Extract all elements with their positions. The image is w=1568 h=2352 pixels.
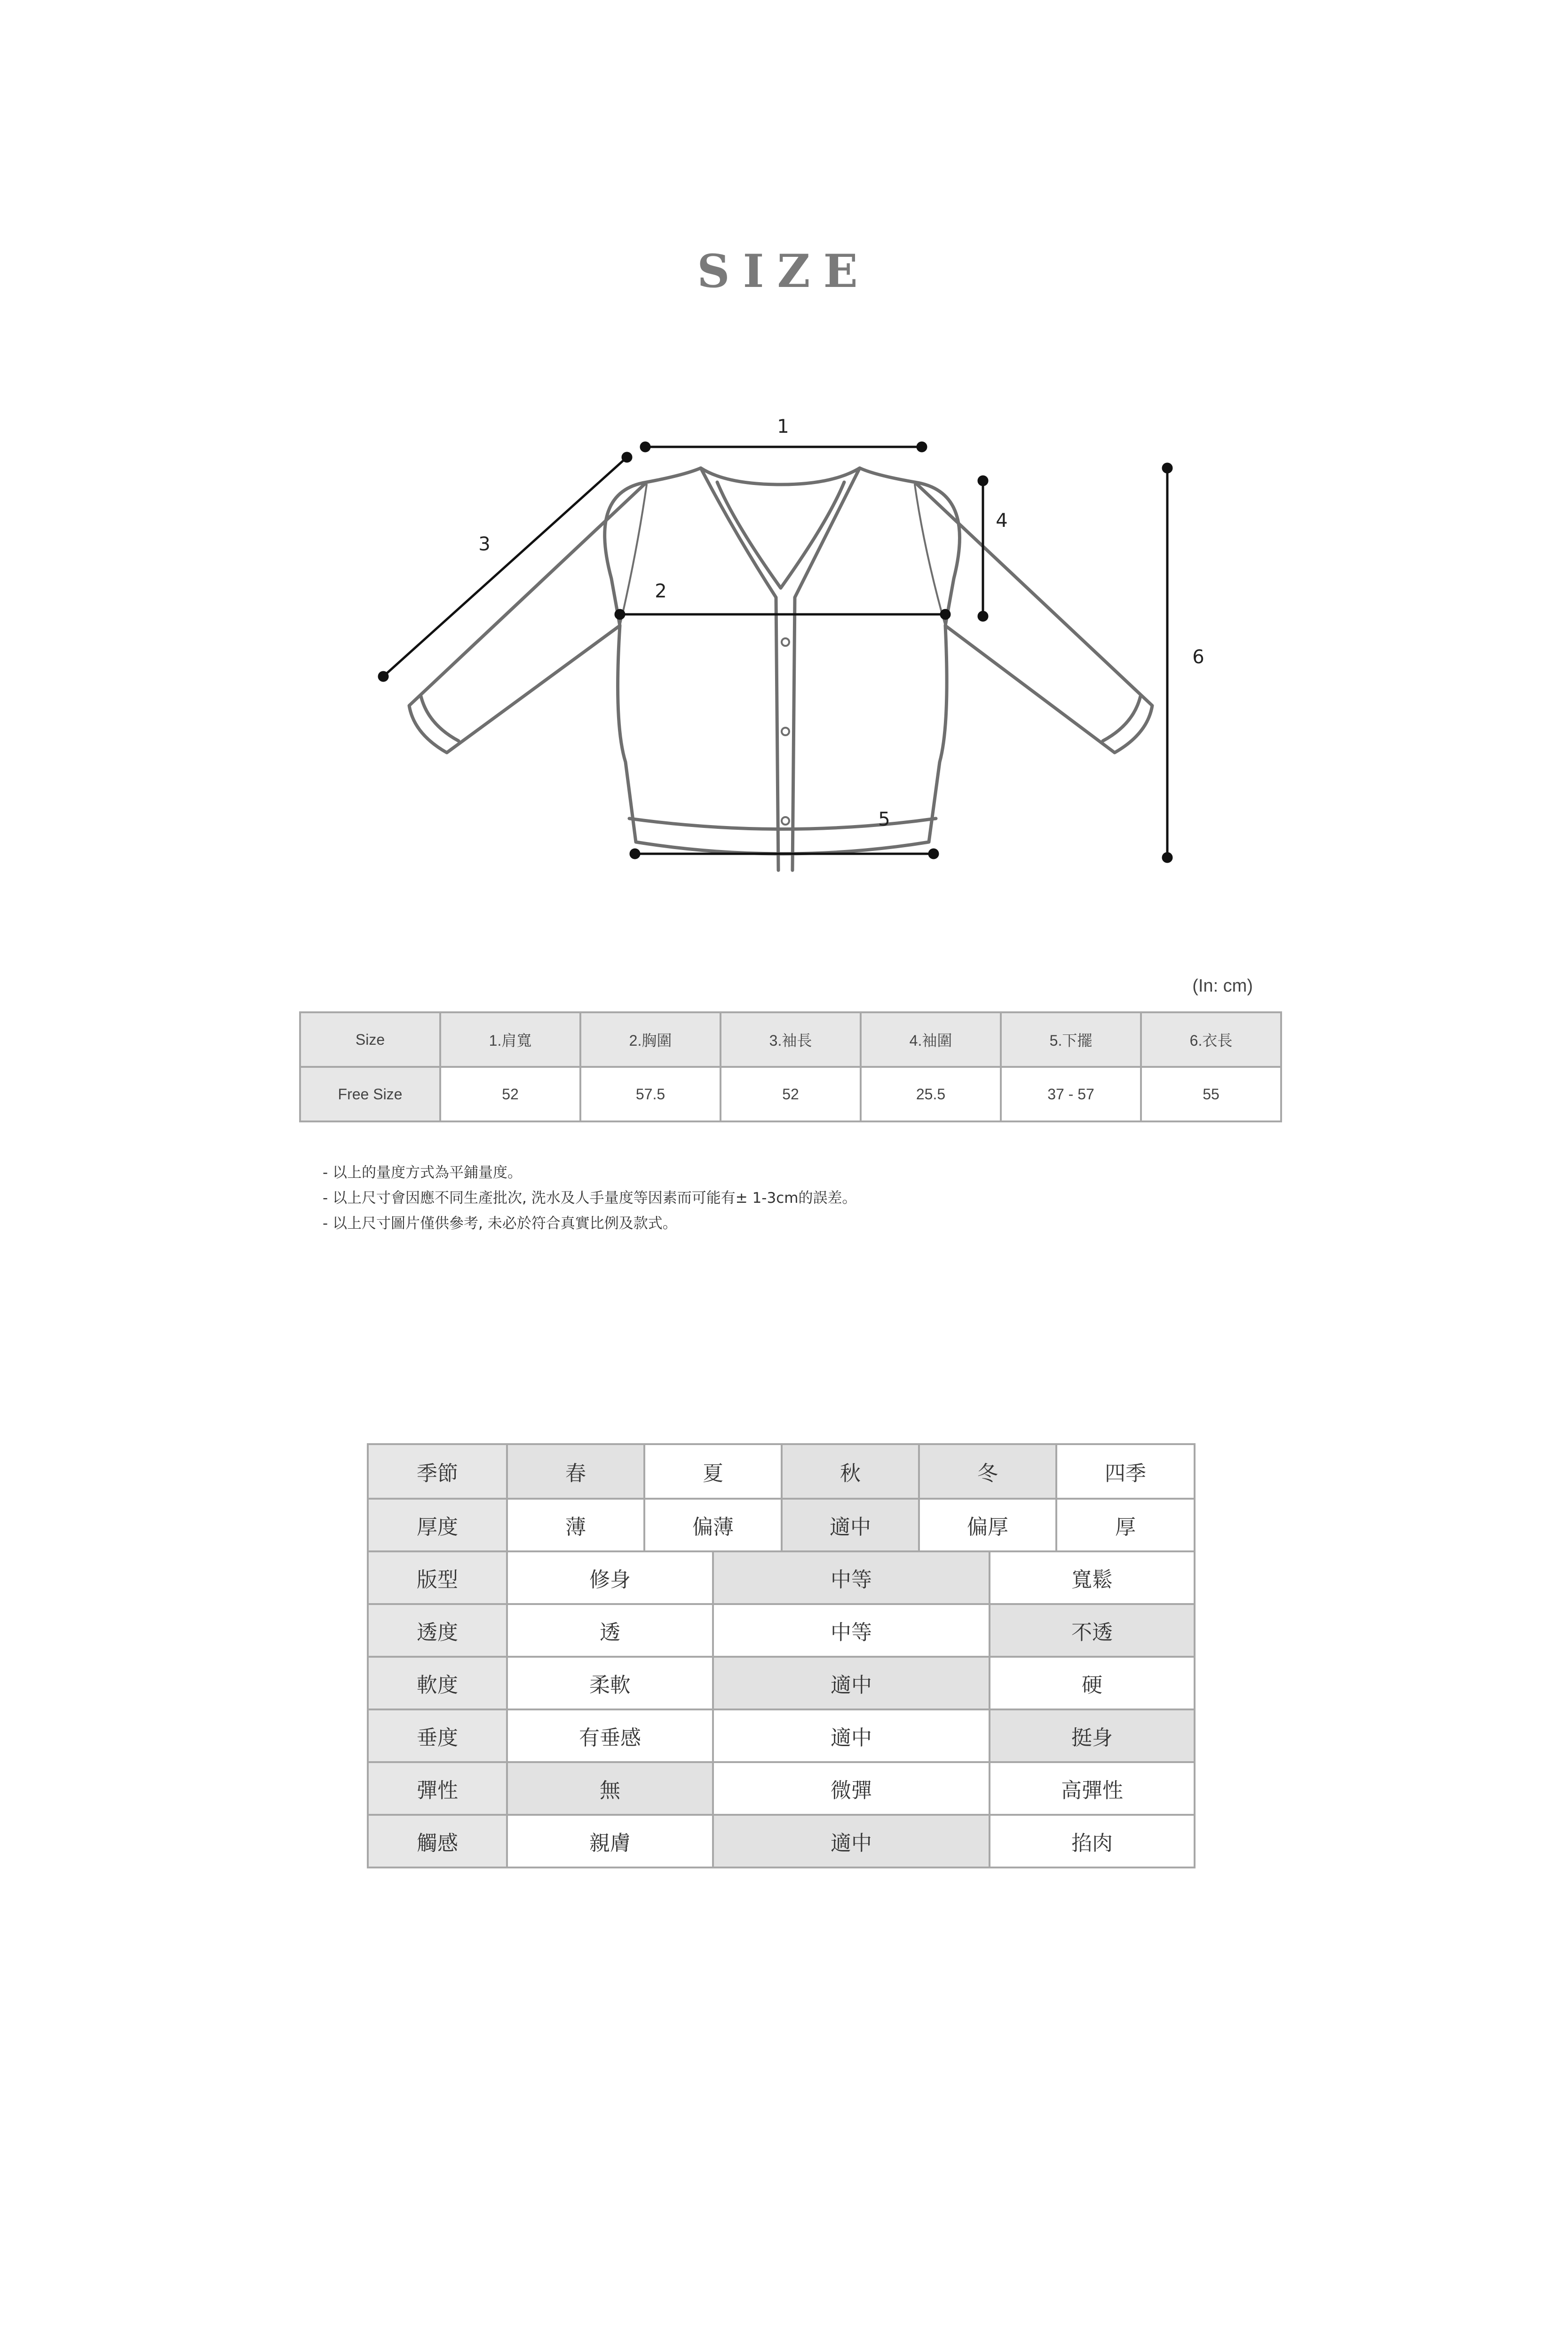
table-cell: Free Size: [300, 1067, 440, 1121]
attribute-option: 柔軟: [506, 1658, 712, 1708]
table-cell: 25.5: [861, 1067, 1001, 1121]
unit-label: (In: cm): [1192, 976, 1253, 996]
attribute-label: 季節: [369, 1445, 506, 1498]
attribute-option: 修身: [506, 1552, 712, 1603]
placket-right: [792, 468, 860, 870]
measure-label-6: 6: [1192, 646, 1204, 668]
table-header-cell: 1.肩寬: [440, 1012, 580, 1067]
attribute-option: 微彈: [712, 1763, 989, 1814]
attribute-label: 軟度: [369, 1658, 506, 1708]
attribute-option: 透: [506, 1605, 712, 1656]
attribute-label: 垂度: [369, 1710, 506, 1761]
attribute-option: 親膚: [506, 1816, 712, 1867]
attribute-option: 寬鬆: [989, 1552, 1194, 1603]
size-table: [299, 1011, 1282, 1122]
attribute-row: [369, 1445, 1194, 1498]
garment-outline: [605, 468, 960, 854]
attribute-label: 觸感: [369, 1816, 506, 1867]
attribute-row: [369, 1814, 1194, 1867]
attribute-option: 中等: [712, 1552, 989, 1603]
attribute-option: 四季: [1055, 1445, 1194, 1498]
measure-line-3: [383, 457, 627, 676]
attribute-option: 秋: [781, 1445, 918, 1498]
table-header-cell: 3.袖長: [721, 1012, 861, 1067]
table-cell: 52: [440, 1067, 580, 1121]
attribute-row: [369, 1550, 1194, 1603]
note-line: - 以上的量度方式為平鋪量度。: [323, 1164, 523, 1181]
note-line: - 以上尺寸圖片僅供參考, 未必於符合真實比例及款式。: [323, 1215, 677, 1232]
attribute-option: 適中: [712, 1816, 989, 1867]
attribute-row: [369, 1656, 1194, 1708]
button: [782, 817, 789, 825]
measure-label-3: 3: [478, 533, 491, 555]
table-header-cell: 6.衣長: [1141, 1012, 1281, 1067]
attribute-row: [369, 1708, 1194, 1761]
attribute-option: 冬: [918, 1445, 1055, 1498]
attribute-option: 薄: [506, 1500, 643, 1550]
attribute-option: 硬: [989, 1658, 1194, 1708]
size-table-header: [300, 1012, 1281, 1067]
table-cell: 37 - 57: [1001, 1067, 1141, 1121]
attribute-option: 中等: [712, 1605, 989, 1656]
attribute-option: 偏厚: [918, 1500, 1055, 1550]
table-cell: 52: [721, 1067, 861, 1121]
attribute-option: 適中: [712, 1710, 989, 1761]
table-header-cell: 4.袖圍: [861, 1012, 1001, 1067]
measure-label-1: 1: [777, 416, 789, 437]
attribute-option: 適中: [712, 1658, 989, 1708]
table-header-cell: Size: [300, 1012, 440, 1067]
right-sleeve: [915, 482, 1152, 753]
attribute-label: 彈性: [369, 1763, 506, 1814]
button: [782, 638, 789, 646]
measure-label-4: 4: [996, 510, 1008, 532]
table-header-cell: 5.下擺: [1001, 1012, 1141, 1067]
cardigan-size-diagram: [0, 395, 1568, 913]
attribute-option: 挺身: [989, 1710, 1194, 1761]
table-cell: 57.5: [580, 1067, 721, 1121]
attribute-option: 無: [506, 1763, 712, 1814]
table-row: [300, 1067, 1281, 1121]
attribute-option: 春: [506, 1445, 643, 1498]
attribute-row: [369, 1603, 1194, 1656]
fabric-attribute-table: [367, 1443, 1196, 1868]
note-line: - 以上尺寸會因應不同生產批次, 洗水及人手量度等因素而可能有± 1-3cm的誤差。: [323, 1190, 857, 1207]
attribute-row: [369, 1761, 1194, 1814]
attribute-label: 厚度: [369, 1500, 506, 1550]
attribute-option: 高彈性: [989, 1763, 1194, 1814]
attribute-option: 不透: [989, 1605, 1194, 1656]
measure-label-5: 5: [878, 809, 890, 830]
attribute-option: 偏薄: [643, 1500, 781, 1550]
left-sleeve: [409, 482, 647, 753]
attribute-option: 有垂感: [506, 1710, 712, 1761]
attribute-option: 厚: [1055, 1500, 1194, 1550]
measure-label-2: 2: [655, 580, 667, 602]
attribute-label: 透度: [369, 1605, 506, 1656]
measurement-notes: [323, 1160, 856, 1236]
table-header-cell: 2.胸圍: [580, 1012, 721, 1067]
table-cell: 55: [1141, 1067, 1281, 1121]
attribute-label: 版型: [369, 1552, 506, 1603]
attribute-option: 適中: [781, 1500, 918, 1550]
attribute-option: 掐肉: [989, 1816, 1194, 1867]
left-cuff: [421, 696, 459, 741]
attribute-option: 夏: [643, 1445, 781, 1498]
page-title: SIZE: [697, 245, 871, 298]
button: [782, 728, 789, 735]
right-cuff: [1103, 696, 1140, 741]
attribute-row: [369, 1498, 1194, 1550]
